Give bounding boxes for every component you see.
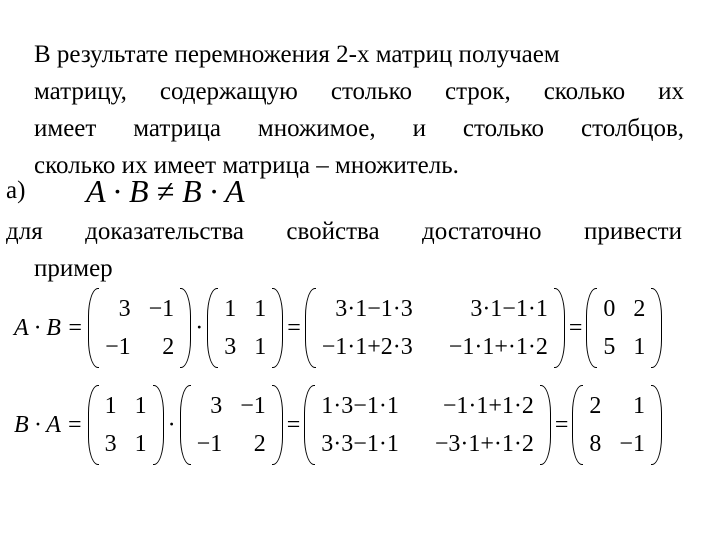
intro-line-2: матрицу, содержащую столько строк, сколько их (34, 78, 684, 105)
matrix-cell: 2 (162, 333, 175, 360)
matrix-cell: −1·1+2·3 (321, 333, 413, 360)
matrix-cell: 1 (104, 392, 117, 419)
equation-ab (14, 288, 663, 368)
matrix-cell: −1 (240, 392, 266, 419)
matrix-cell: −1·1+·1·2 (448, 333, 548, 360)
multiply-dot: · (195, 314, 204, 341)
matrix-cell: 2 (253, 430, 266, 457)
matrix-cell: −1·1+1·2 (442, 392, 534, 419)
proof-text (6, 213, 682, 287)
matrix-cell: 3·1−1·3 (335, 295, 413, 322)
equals-sign: = (286, 411, 301, 438)
matrix-cell: 1 (254, 295, 267, 322)
matrix-cell: 1 (632, 392, 645, 419)
matrix-cell: 3 (104, 430, 117, 457)
matrix-a (88, 288, 191, 368)
proof-line-1: для доказательства свойства достаточно привести (6, 218, 682, 245)
multiply-dot: · (167, 411, 176, 438)
intro-line-3: имеет матрица множимое, и столько столбцов, (34, 115, 684, 142)
matrix-cell: 1 (134, 392, 147, 419)
matrix-result-ab (586, 288, 662, 368)
matrix-cell: 1 (254, 333, 267, 360)
equals-sign: = (554, 411, 569, 438)
matrix-cell: 2 (633, 295, 646, 322)
matrix-b (88, 385, 164, 465)
matrix-cell: 2 (589, 392, 602, 419)
intro-line-1: В результате перемножения 2-х матриц получаем (34, 41, 560, 68)
matrix-cell: 1 (134, 430, 147, 457)
matrix-cell: 5 (603, 333, 616, 360)
matrix-cell: −1 (105, 333, 131, 360)
matrix-cell: 0 (603, 295, 616, 322)
equals-sign: = (568, 314, 583, 341)
matrix-cell: 3 (210, 392, 223, 419)
equation-ba (14, 385, 663, 465)
matrix-cell: 1 (633, 333, 646, 360)
item-label: а) (6, 177, 26, 204)
matrix-cell: 1·3−1·1 (321, 392, 399, 419)
property-formula: A · B ≠ B · A (86, 173, 245, 209)
matrix-a (180, 385, 283, 465)
matrix-cell: −1 (196, 430, 223, 457)
matrix-cell: 3 (118, 295, 131, 322)
matrix-cell: 3·1−1·1 (470, 295, 548, 322)
matrix-cell: 8 (589, 430, 602, 457)
matrix-cell: 3·3−1·1 (321, 430, 399, 457)
matrix-cell: 3 (224, 333, 237, 360)
matrix-cell: 1 (224, 295, 237, 322)
intro-line-4: сколько их имеет матрица – множитель. (34, 152, 459, 179)
matrix-result-ba (572, 385, 662, 465)
matrix-cell: −3·1+·1·2 (434, 430, 534, 457)
matrix-expanded-ba (304, 385, 551, 465)
equals-sign: = (287, 314, 301, 341)
matrix-cell: −1 (619, 430, 645, 457)
matrix-cell: −1 (148, 295, 175, 322)
proof-line-2: пример (34, 255, 113, 282)
matrix-b (207, 288, 283, 368)
intro-paragraph (34, 36, 684, 184)
equation-ab-lhs: A · B = (14, 314, 84, 341)
equation-ba-lhs: B · A = (14, 411, 83, 438)
matrix-expanded-ab (305, 288, 565, 368)
